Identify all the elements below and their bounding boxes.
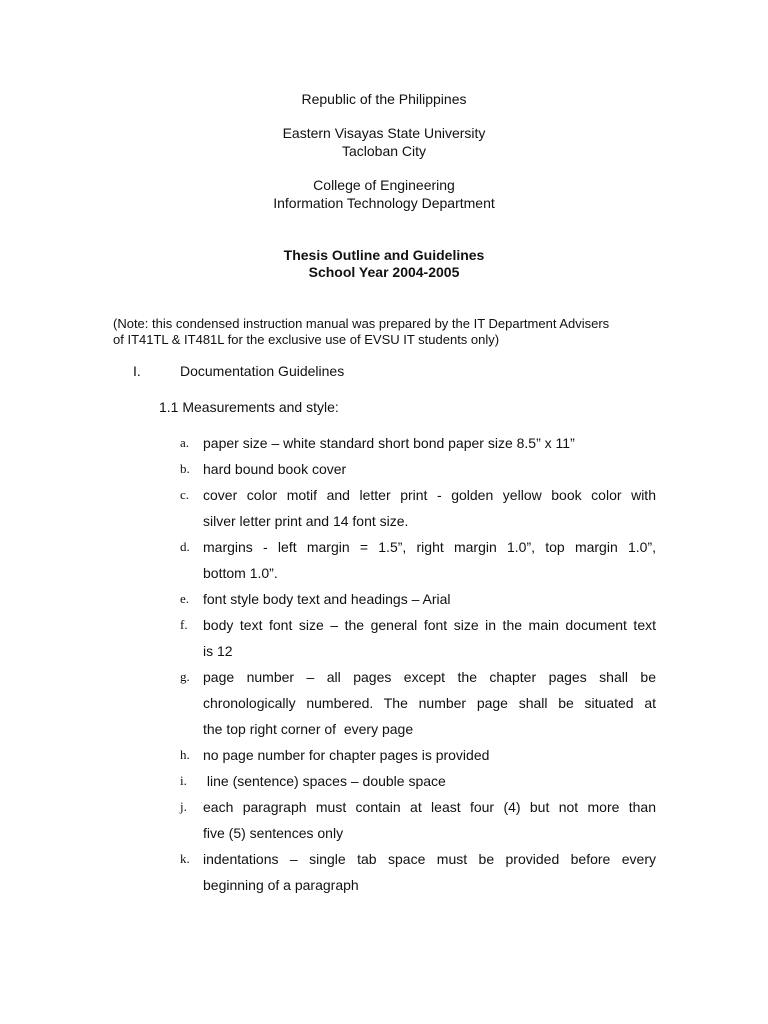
list-item-text	[203, 794, 656, 846]
list-item-line: indentations – single tab space must be provided before every	[203, 851, 656, 867]
list-item-line: each paragraph must contain at least four (4) but not more than	[203, 799, 656, 815]
list-item-line: silver letter print and 14 font size.	[203, 513, 409, 529]
list-item	[180, 456, 656, 482]
list-item-letter: c.	[180, 487, 190, 502]
list-item-text	[203, 664, 656, 742]
note-paragraph	[113, 316, 673, 348]
list-item	[180, 846, 656, 898]
header-college: College of Engineering	[313, 177, 455, 193]
header-republic: Republic of the Philippines	[301, 91, 467, 107]
list-item-line: the top right corner of every page	[203, 721, 414, 737]
list-item	[180, 430, 656, 456]
list-item-letter: h.	[180, 747, 190, 762]
note-line: (Note: this condensed instruction manual was prepared by the IT Department Advisers	[113, 316, 610, 331]
list-item-text	[203, 586, 656, 612]
list-item-line: five (5) sentences only	[203, 825, 344, 841]
school-year: School Year 2004-2005	[308, 264, 460, 280]
header-city: Tacloban City	[341, 143, 427, 159]
list-item-line: paper size – white standard short bond paper size 8.5” x 11”	[203, 435, 575, 451]
list-item	[180, 742, 656, 768]
list-item	[180, 534, 656, 586]
section-number: I.	[133, 363, 141, 379]
list-item-text	[203, 482, 656, 534]
header-department: Information Technology Department	[273, 195, 495, 211]
list-item-line: font style body text and headings – Arial	[203, 591, 451, 607]
list-item-letter: j.	[180, 799, 187, 814]
list-item-letter: f.	[180, 617, 188, 632]
list-item	[180, 768, 656, 794]
list-item-letter: k.	[180, 851, 190, 866]
list-item-letter: d.	[180, 539, 190, 554]
list-item-text	[203, 742, 656, 768]
list-item-line: cover color motif and letter print - golden yellow book color with	[203, 487, 656, 503]
list-item-line: hard bound book cover	[203, 461, 347, 477]
document-title: Thesis Outline and Guidelines	[283, 247, 485, 263]
subsection-heading: 1.1 Measurements and style:	[159, 399, 339, 415]
list-item-text	[203, 768, 656, 794]
list-item	[180, 482, 656, 534]
list-item-text	[203, 430, 656, 456]
list-item-text	[203, 456, 656, 482]
list-item-line: body text font size – the general font size in the main document text	[203, 617, 656, 633]
list-item	[180, 612, 656, 664]
list-item-line: no page number for chapter pages is provided	[203, 747, 490, 763]
guideline-list	[180, 430, 656, 898]
list-item-line: bottom 1.0”.	[203, 565, 278, 581]
list-item-letter: a.	[180, 435, 190, 450]
list-item-line: line (sentence) spaces – double space	[203, 773, 446, 789]
note-line: of IT41TL & IT481L for the exclusive use of EVSU IT students only)	[113, 332, 500, 347]
list-item-line: beginning of a paragraph	[203, 877, 359, 893]
list-item-text	[203, 534, 656, 586]
list-item-line: is 12	[203, 643, 233, 659]
list-item	[180, 664, 656, 742]
section-heading	[133, 362, 344, 380]
list-item-letter: g.	[180, 669, 190, 684]
list-item-letter: b.	[180, 461, 190, 476]
header-university: Eastern Visayas State University	[282, 125, 486, 141]
list-item-line: chronologically numbered. The number page shall be situated at	[203, 695, 656, 711]
list-item-letter: e.	[180, 591, 190, 606]
list-item	[180, 794, 656, 846]
list-item-text	[203, 846, 656, 898]
list-item-text	[203, 612, 656, 664]
list-item-line: page number – all pages except the chapter pages shall be	[203, 669, 656, 685]
list-item	[180, 586, 656, 612]
section-title: Documentation Guidelines	[180, 363, 345, 379]
list-item-letter: i.	[180, 773, 187, 788]
list-item-line: margins - left margin = 1.5”, right margin 1.0”, top margin 1.0”,	[203, 539, 656, 555]
